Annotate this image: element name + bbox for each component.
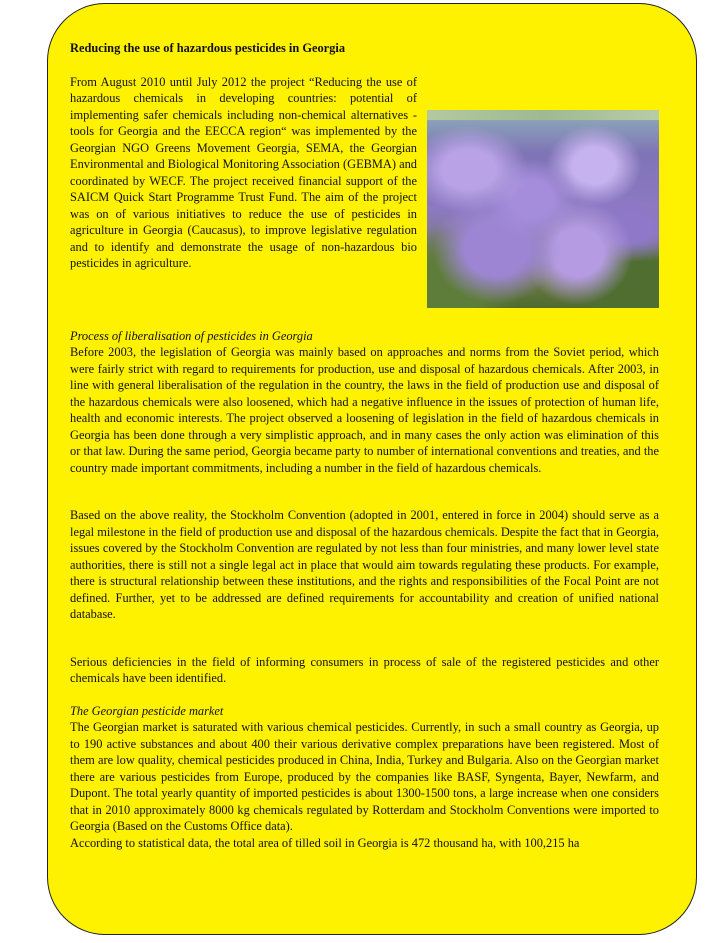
liberalisation-paragraph-1: Before 2003, the legislation of Georgia was mainly based on approaches and norms from the Soviet period, which were fairly strict with regard to requirements for production, use and disposal of hazardous chemicals. After 2003, in line with general liberalisation of the regulation in the country, the laws in the field of production use and disposal of the hazardous chemicals were also loosened, which had a negative influence in the issues of protection of human life, health and economic interests. The project observed a loosening of legislation in the field of hazardous chemicals in Georgia has been done through a very simplistic approach, and in many cases the only action was elimination of this or that law. During the same period, Georgia became party to number of international conventions and treaties, and the country made important commitments, including a number in the field of hazardous chemicals. bbox=[70, 345, 659, 475]
section-heading-liberalisation: Process of liberalisation of pesticides in Georgia bbox=[70, 328, 313, 343]
article bbox=[70, 40, 659, 851]
market-paragraph-2: According to statistical data, the total area of tilled soil in Georgia is 472 thousand ha, with 100,215 ha bbox=[70, 835, 580, 850]
article-title: Reducing the use of hazardous pesticides in Georgia bbox=[70, 41, 346, 55]
intro-block bbox=[70, 74, 659, 312]
liberalisation-paragraph-3: Serious deficiencies in the field of informing consumers in process of sale of the registered pesticides and other chemicals have been identified. bbox=[70, 654, 659, 685]
section-heading-market: The Georgian pesticide market bbox=[70, 703, 224, 718]
market-paragraph-1: The Georgian market is saturated with various chemical pesticides. Currently, in such a small country as Georgia, up to 190 active substances and about 400 their various derivative complex preparations have been registered. Most of them are low quality, chemical pesticides produced in China, India, Turkey and Bulgaria. Also on the Georgian market there are various pesticides from Europe, produced by the companies like BASF, Syngenta, Bayer, Newfarm, and Dupont. The total yearly quantity of imported pesticides is about 1300-1500 tons, a large increase when one considers that in 2010 approximately 8000 kg chemicals regulated by Rotterdam and Stockholm Conventions were imported to Georgia (Based on the Customs Office data). bbox=[70, 720, 659, 833]
lavender-field-photo bbox=[427, 110, 659, 308]
photo-sky bbox=[427, 110, 659, 120]
liberalisation-paragraph-2: Based on the above reality, the Stockholm Convention (adopted in 2001, entered in force in 2004) should serve as a legal milestone in the field of production use and disposal of the hazardous chemicals. Despite the fact that in Georgia, issues covered by the Stockholm Convention are regulated by not less than four ministries, and many lower level state authorities, there is still not a single legal act in place that would aim towards regulating these products. For example, there is structural relationship between these institutions, and the rights and responsibilities of the Focal Point are not defined. Further, yet to be addressed are defined requirements for accountability and creation of unified national database. bbox=[70, 508, 659, 621]
intro-paragraph: From August 2010 until July 2012 the project “Reducing the use of hazardous chemicals in developing countries: potential of implementing safer chemicals including non-chemical alternatives - tools for Georgia and the EECCA region“ was implemented by the Georgian NGO Greens Movement Georgia, SEMA, the Georgian Environmental and Biological Monitoring Association (GEBMA) and coordinated by WECF. The project received financial support of the SAICM Quick Start Programme Trust Fund. The aim of the project was on of various initiatives to reduce the use of pesticides in agriculture in Georgia (Caucasus), to improve legislative regulation and to identify and demonstrate the usage of non-hazardous bio pesticides in agriculture. bbox=[70, 74, 417, 270]
